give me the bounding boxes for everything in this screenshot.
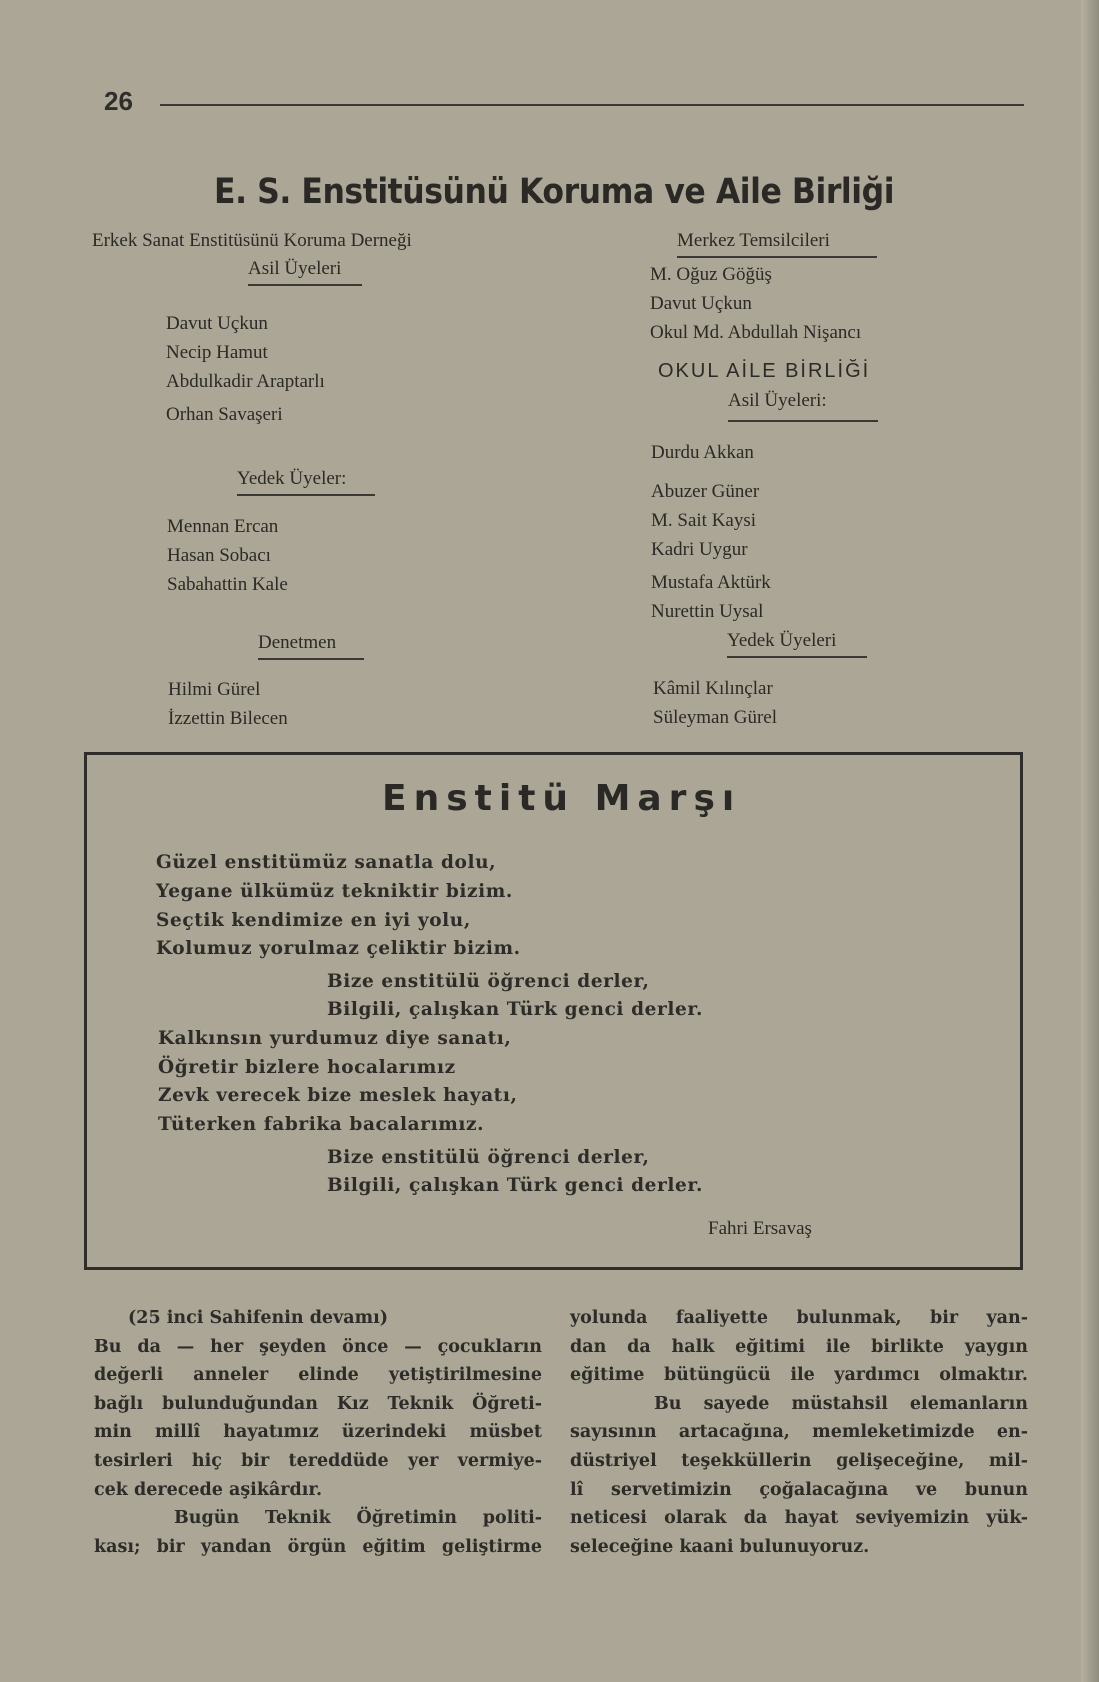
poem-line: Güzel enstitümüz sanatla dolu, (156, 852, 497, 873)
article-line: yolunda faaliyette bulunmak, bir yan- (570, 1308, 1028, 1328)
poem-line: Seçtik kendimize en iyi yolu, (156, 910, 471, 931)
article-line: Bu sayede müstahsil elemanların (654, 1393, 1028, 1414)
right-yedek-heading: Yedek Üyeleri (727, 630, 867, 658)
list-item: Hasan Sobacı (167, 545, 271, 566)
list-item: Okul Md. Abdullah Nişancı (650, 322, 862, 343)
poem-line: Zevk verecek bize meslek hayatı, (158, 1085, 518, 1106)
list-item: Orhan Savaşeri (166, 404, 283, 425)
list-item: Davut Uçkun (650, 293, 752, 314)
article-line: tesirleri hiç bir tereddüde yer vermiye- (94, 1450, 542, 1471)
page-number: 26 (104, 86, 133, 116)
right-asil-heading: Asil Üyeleri: (728, 390, 878, 422)
poem-line: Bize enstitülü öğrenci derler, (327, 971, 650, 992)
article-line: kası; bir yandan örgün eğitim geliştirme (94, 1536, 542, 1557)
left-asil-heading: Asil Üyeleri (248, 258, 362, 286)
list-item: Hilmi Gürel (168, 679, 261, 700)
article-right-column (570, 1304, 1028, 1561)
header-rule (160, 104, 1024, 106)
article-line: değerli anneler elinde yetiştirilmesine (94, 1365, 542, 1386)
list-item: Mennan Ercan (167, 516, 279, 537)
list-item: Davut Uçkun (166, 313, 268, 334)
list-item: Süleyman Gürel (653, 707, 778, 728)
march-title: Enstitü Marşı (382, 778, 742, 819)
list-item: Abuzer Güner (651, 481, 760, 502)
list-item: İzzettin Bilecen (168, 708, 288, 729)
article-line: cek derecede aşikârdır. (94, 1479, 323, 1500)
poem-author: Fahri Ersavaş (708, 1218, 812, 1239)
list-item: Durdu Akkan (651, 442, 754, 463)
poem-line: Yegane ülkümüz tekniktir bizim. (156, 881, 513, 902)
list-item: Kadri Uygur (651, 539, 748, 560)
list-item: Nurettin Uysal (651, 601, 764, 622)
merkez-heading: Merkez Temsilcileri (677, 230, 877, 258)
list-item: Necip Hamut (166, 342, 268, 363)
list-item: M. Sait Kaysi (651, 510, 757, 531)
denetmen-heading: Denetmen (258, 632, 364, 660)
society-name: Erkek Sanat Enstitüsünü Koruma Derneği (92, 230, 412, 251)
article-line: sayısının artacağına, memleketimizde en- (570, 1422, 1028, 1443)
list-item: Kâmil Kılınçlar (653, 678, 773, 699)
article-line: neticesi olarak da hayat seviyemizin yük- (570, 1508, 1028, 1529)
article-line: (25 inci Sahifenin devamı) (128, 1308, 389, 1328)
article-line: eğitime bütüngücü ile yardımcı olmaktır. (570, 1365, 1028, 1386)
poem-line: Tüterken fabrika bacalarımız. (158, 1114, 485, 1135)
page-title: E. S. Enstitüsünü Koruma ve Aile Birliği (214, 172, 895, 212)
list-item: M. Oğuz Göğüş (650, 264, 772, 285)
article-line: seleceğine kaani bulunuyoruz. (570, 1536, 870, 1557)
article-line: Bu da — her şeyden önce — çocukların (94, 1336, 542, 1357)
poem-line: Kolumuz yorulmaz çeliktir bizim. (156, 938, 521, 959)
okul-aile-birligi-heading: OKUL AİLE BİRLİĞİ (658, 360, 871, 382)
article-line: lî servetimizin çoğalacağına ve bunun (570, 1479, 1028, 1500)
article-line: min millî hayatımız üzerindeki müsbet (94, 1422, 542, 1443)
article-line: Bugün Teknik Öğretimin politi- (174, 1508, 542, 1529)
article-left-column (94, 1304, 542, 1561)
article-line: düstriyel teşekküllerin gelişeceğine, mil- (570, 1450, 1028, 1471)
left-yedek-heading: Yedek Üyeler: (237, 468, 375, 496)
list-item: Sabahattin Kale (167, 574, 288, 595)
poem-line: Öğretir bizlere hocalarımız (158, 1057, 456, 1078)
poem-line: Bilgili, çalışkan Türk genci derler. (327, 999, 704, 1020)
article-line: dan da halk eğitimi ile birlikte yaygın (570, 1336, 1028, 1357)
poem-line: Kalkınsın yurdumuz diye sanatı, (158, 1028, 512, 1049)
list-item: Mustafa Aktürk (651, 572, 771, 593)
list-item: Abdulkadir Araptarlı (166, 371, 325, 392)
poem-line: Bize enstitülü öğrenci derler, (327, 1147, 650, 1168)
poem-line: Bilgili, çalışkan Türk genci derler. (327, 1175, 704, 1196)
article-line: bağlı bulunduğundan Kız Teknik Öğreti- (94, 1393, 542, 1414)
